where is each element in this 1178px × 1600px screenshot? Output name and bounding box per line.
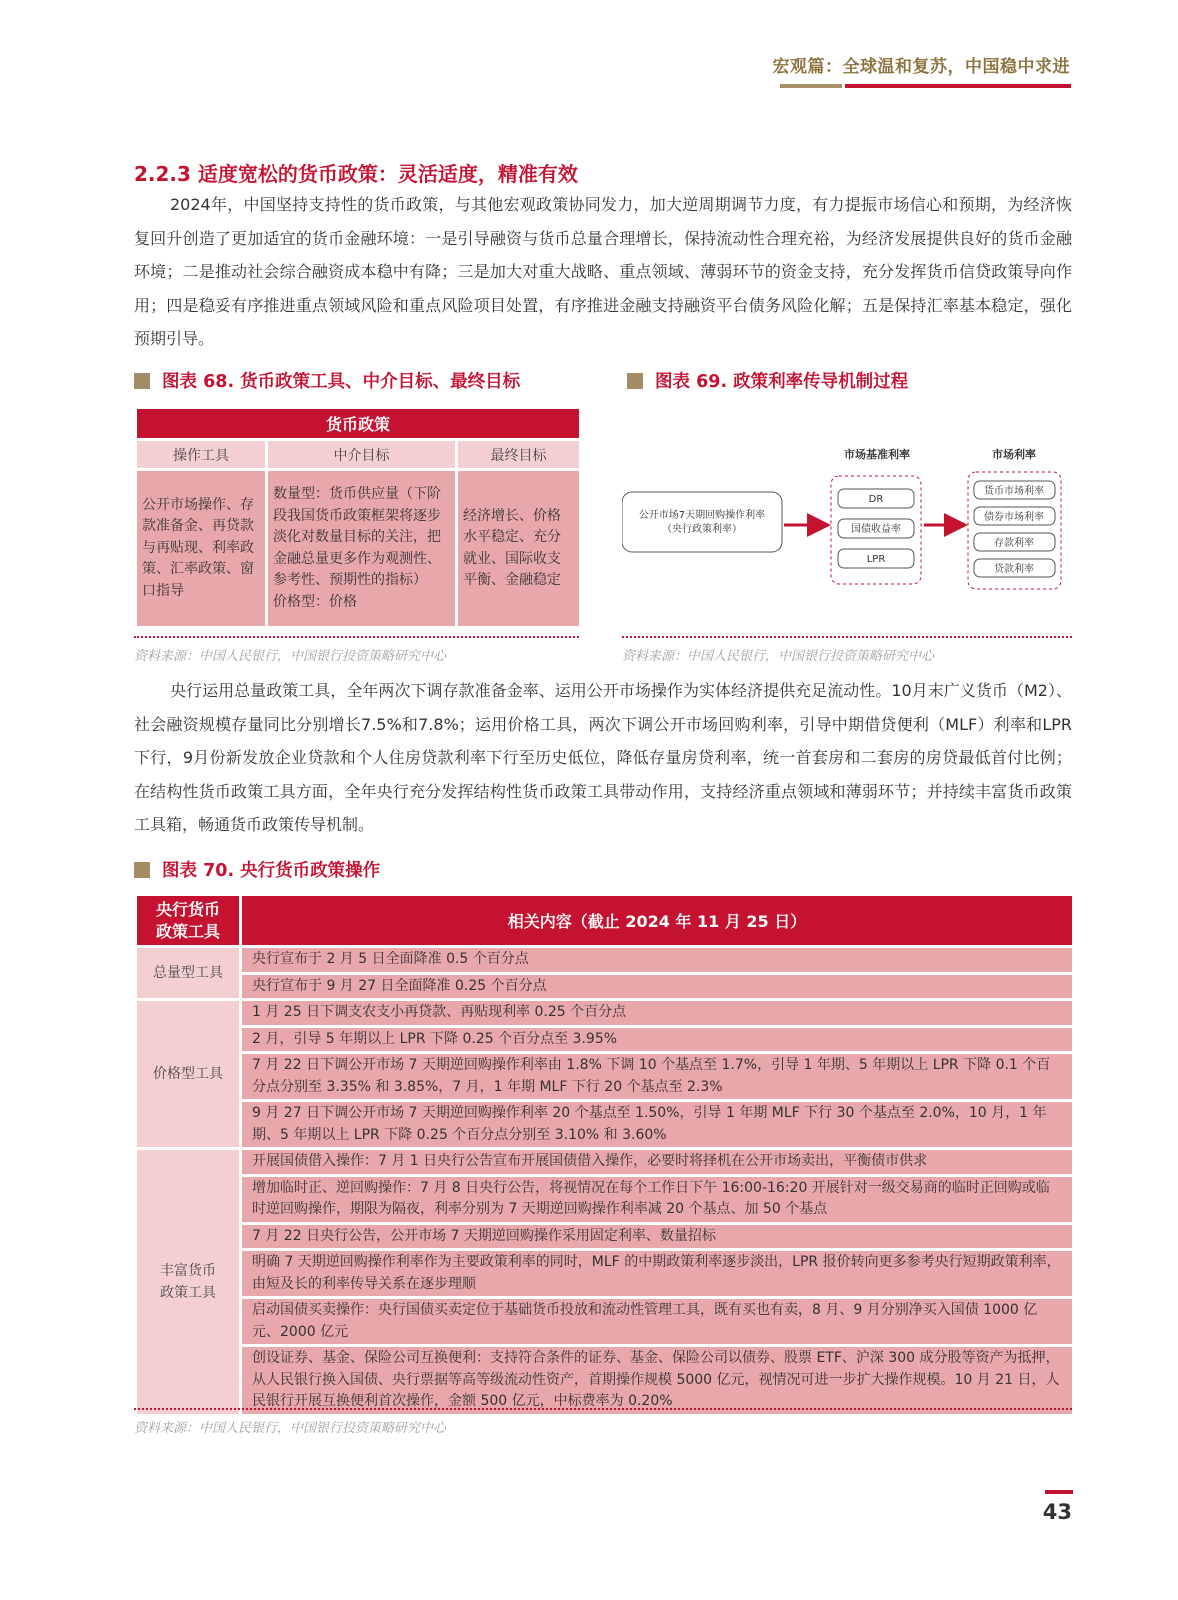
page-number: 43	[1042, 1500, 1072, 1524]
column-header: 中介目标	[267, 440, 457, 470]
loan-rate-label: 贷款利率	[994, 564, 1034, 575]
running-header: 宏观篇：全球温和复苏，中国稳中求进	[772, 57, 1070, 77]
content-cell: 7 月 22 日央行公告，公开市场 7 天期逆回购操作采用固定利率、数量招标	[241, 1223, 1074, 1250]
intro-paragraph-text: 2024年，中国坚持支持性的货币政策，与其他宏观政策协同发力，加大逆周期调节力度，有力提振市场信心和预期，为经济恢复回升创造了更加适宜的货币金融环境：一是引导融资与货币总量合理增长，保持流动性合理充裕，为经济发展提供良好的货币金融环境；二是推动社会综合融资成本稳中有降；三是加大对重大战略、重点领域、薄弱环节的资金支持，充分发挥货币信贷政策导向作用；四是稳妥有序推进重点领域风险和重点风险项目处置，有序推进金融支持融资平台债务风险化解；五是保持汇率基本稳定，强化预期引导。	[134, 195, 1072, 349]
dr-label: DR	[868, 494, 884, 505]
content-cell: 增加临时正、逆回购操作：7 月 8 日央行公告，将视情况在每个工作日下午 16:00-16:20 开展针对一级交易商的临时正回购或临时逆回购操作，期限为隔夜，利率分别为 7 天期逆回购操作利率减 20 个基点、加 50 个基点	[241, 1175, 1074, 1223]
category-cell: 丰富货币 政策工具	[136, 1149, 241, 1416]
section-heading: 2.2.3 适度宽松的货币政策：灵活适度，精准有效	[134, 162, 578, 186]
dotted-divider	[134, 1408, 1072, 1410]
table-row	[136, 1149, 1074, 1176]
content-cell: 创设证券、基金、保险公司互换便利：支持符合条件的证券、基金、保险公司以债券、股票 ETF、沪深 300 成分股等资产为抵押，从人民银行换入国债、央行票据等高等级流动性资产，首期操作规模 5000 亿元，视情况可进一步扩大操作规模。10 月 21 日，人民银行开展互换便利首次操作，金额 500 亿元，中标费率为 0.20%	[241, 1346, 1074, 1416]
money-market-rate-label: 货币市场利率	[984, 486, 1044, 497]
column-header: 操作工具	[136, 440, 267, 470]
figure-68-source: 资料来源：中国人民银行，中国银行投资策略研究中心	[134, 649, 447, 664]
policy-rate-box	[622, 492, 782, 552]
figure-69-title	[627, 368, 908, 393]
table-row	[136, 1298, 1074, 1346]
content-cell: 2 月，引导 5 年期以上 LPR 下降 0.25 个百分点至 3.95%	[241, 1026, 1074, 1053]
table-row	[136, 1250, 1074, 1298]
lpr-label: LPR	[866, 554, 886, 565]
content-cell: 1 月 25 日下调支农支小再贷款、再贴现利率 0.25 个百分点	[241, 1000, 1074, 1027]
category-cell: 价格型工具	[136, 1000, 241, 1149]
figure-68-title	[134, 368, 520, 393]
table-row	[136, 973, 1074, 1000]
table-row	[136, 1223, 1074, 1250]
content-header: 相关内容（截止 2024 年 11 月 25 日）	[241, 895, 1074, 947]
deposit-rate-label: 存款利率	[994, 538, 1034, 549]
dotted-divider	[622, 636, 1072, 638]
column-header: 最终目标	[457, 440, 581, 470]
figure-68-title-text: 图表 68. 货币政策工具、中介目标、最终目标	[162, 372, 521, 392]
treasury-yield-label: 国债收益率	[851, 524, 901, 535]
policy-rate-box-line1: 公开市场7天期回购操作利率	[638, 510, 766, 521]
header-rule-gold	[780, 84, 842, 88]
policy-operations-paragraph-text: 央行运用总量政策工具，全年两次下调存款准备金率、运用公开市场操作为实体经济提供充足流动性。10月末广义货币（M2）、社会融资规模存量同比分别增长7.5%和7.8%；运用价格工具，两次下调公开市场回购利率，引导中期借贷便利（MLF）利率和LPR下行，9月份新发放企业贷款和个人住房贷款利率下行至历史低位，降低存量房贷利率，统一首套房和二套房的房贷最低首付比例；在结构性货币政策工具方面，全年央行充分发挥结构性货币政策工具带动作用，支持经济重点领域和薄弱环节；并持续丰富货币政策工具箱，畅通货币政策传导机制。	[134, 681, 1072, 835]
figure-70-title-text: 图表 70. 央行货币政策操作	[162, 861, 381, 881]
table-row	[136, 1000, 1074, 1027]
rate-transmission-diagram	[622, 440, 1072, 600]
figure-70-title	[134, 857, 380, 882]
bond-market-rate-label: 债券市场利率	[984, 512, 1044, 523]
content-cell: 明确 7 天期逆回购操作利率作为主要政策利率的同时，MLF 的中期政策利率逐步淡出，LPR 报价转向更多参考央行短期政策利率，由短及长的利率传导关系在逐步理顺	[241, 1250, 1074, 1298]
tool-type-header: 央行货币 政策工具	[136, 895, 241, 947]
table-row	[136, 1346, 1074, 1416]
table-row	[136, 1053, 1074, 1101]
table-banner: 货币政策	[136, 408, 581, 440]
figure-70-table	[134, 893, 1075, 1417]
market-benchmark-label: 市场基准利率	[844, 448, 910, 461]
figure-68-table	[134, 406, 582, 629]
content-cell: 9 月 27 日下调公开市场 7 天期逆回购操作利率 20 个基点至 1.50%，引导 1 年期 MLF 下行 30 个基点至 2.0%，10 月，1 年期、5 年期以上 LPR 下降 0.25 个百分点分别至 3.10% 和 3.60%	[241, 1101, 1074, 1149]
content-cell: 启动国债买卖操作：央行国债买卖定位于基础货币投放和流动性管理工具，既有买也有卖，8 月、9 月分别净买入国债 1000 亿元、2000 亿元	[241, 1298, 1074, 1346]
policy-operations-paragraph	[134, 674, 1072, 842]
market-rate-label: 市场利率	[992, 448, 1036, 461]
content-cell: 7 月 22 日下调公开市场 7 天期逆回购操作利率由 1.8% 下调 10 个基点至 1.7%，引导 1 年期、5 年期以上 LPR 下降 0.1 个百分点分别至 3.35% 和 3.85%，7 月，1 年期 MLF 下行 20 个基点至 2.3%	[241, 1053, 1074, 1101]
category-cell: 总量型工具	[136, 947, 241, 1000]
table-row	[136, 947, 1074, 974]
intro-paragraph	[134, 188, 1072, 356]
table-row	[136, 1026, 1074, 1053]
figure-marker-icon	[134, 862, 150, 878]
operating-tools-cell: 公开市场操作、存款准备金、再贷款与再贴现、利率政策、汇率政策、窗口指导	[136, 470, 267, 628]
content-cell: 央行宣布于 2 月 5 日全面降准 0.5 个百分点	[241, 947, 1074, 974]
figure-marker-icon	[627, 373, 643, 389]
figure-marker-icon	[134, 373, 150, 389]
dotted-divider	[134, 636, 579, 638]
figure-70-source: 资料来源：中国人民银行，中国银行投资策略研究中心	[134, 1421, 447, 1436]
content-cell: 开展国债借入操作：7 月 1 日央行公告宣布开展国债借入操作，必要时将择机在公开市场卖出，平衡债市供求	[241, 1149, 1074, 1176]
header-rule-red	[845, 84, 1071, 88]
table-row	[136, 1101, 1074, 1149]
intermediate-target-cell: 数量型：货币供应量（下阶段我国货币政策框架将逐步淡化对数量目标的关注，把金融总量更多作为观测性、参考性、预期性的指标） 价格型：价格	[267, 470, 457, 628]
figure-69-title-text: 图表 69. 政策利率传导机制过程	[655, 372, 909, 392]
page-number-rule	[1045, 1490, 1073, 1494]
final-goal-cell: 经济增长、价格水平稳定、充分就业、国际收支平衡、金融稳定	[457, 470, 581, 628]
figure-69-source: 资料来源：中国人民银行，中国银行投资策略研究中心	[622, 649, 935, 664]
table-row	[136, 1175, 1074, 1223]
content-cell: 央行宣布于 9 月 27 日全面降准 0.25 个百分点	[241, 973, 1074, 1000]
policy-rate-box-line2: （央行政策利率）	[662, 524, 742, 535]
